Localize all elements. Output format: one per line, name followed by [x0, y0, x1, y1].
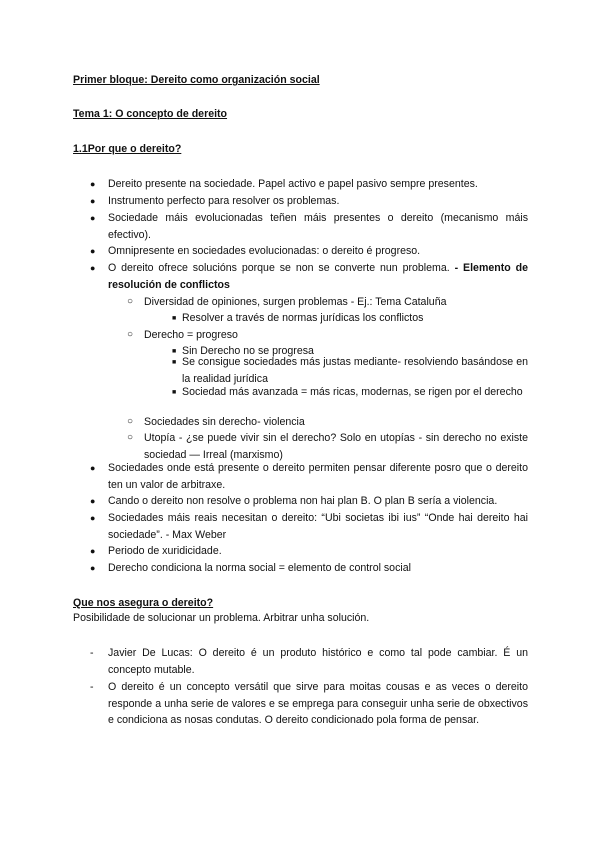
bullet-marker: ○	[127, 329, 134, 340]
bullet-marker: ○	[127, 416, 134, 427]
bullet-item: ○ Derecho = progreso	[144, 327, 528, 344]
bullet-item: ○ Diversidad de opiniones, surgen problemas - Ej.: Tema Cataluña	[144, 294, 528, 311]
bullet-marker: ○	[127, 296, 134, 307]
bullet-marker: ●	[90, 246, 96, 256]
bold-fragment: - Elemento de resolución de conflictos	[108, 262, 528, 291]
bullet-item: ■ Resolver a través de normas jurídicas los conflictos	[182, 310, 528, 327]
bullet-marker: ●	[90, 496, 96, 506]
block-title: Primer bloque: Dereito como organización social	[73, 74, 320, 86]
dash-marker: -	[90, 681, 94, 693]
bullet-item: ■ Sin Derecho no se progresa	[182, 343, 528, 360]
bullet-item: ● Periodo de xuridicidade.	[108, 543, 528, 560]
intro-text: Posibilidade de solucionar un problema. Arbitrar unha solución.	[73, 612, 370, 624]
bullet-item: ● Dereito presente na sociedade. Papel activo e papel pasivo sempre presentes.	[108, 176, 528, 193]
topic-title: Tema 1: O concepto de dereito	[73, 108, 228, 120]
bullet-marker: ○	[127, 432, 134, 443]
section-title: 1.1Por que o dereito?	[73, 143, 182, 155]
bullet-item: ● Instrumento perfecto para resolver os problemas.	[108, 193, 528, 210]
bullet-marker: ●	[90, 196, 96, 206]
bullet-item: ○ Utopía - ¿se puede vivir sin el derecho? Solo en utopías - sin derecho no existe sociedad — Irreal (marxismo)	[127, 432, 528, 461]
bullet-item: ● Derecho condiciona la norma social = elemento de control social	[108, 560, 528, 577]
bullet-marker: ●	[90, 513, 96, 523]
bullet-marker: ●	[90, 546, 96, 556]
bullet-item: ● Sociedade máis evolucionadas teñen máis presentes o dereito (mecanismo máis efectivo).	[90, 212, 528, 241]
bullet-marker: ●	[90, 179, 96, 189]
bullet-item: ■ Sociedad más avanzada = más ricas, modernas, se rigen por el derecho	[182, 384, 528, 401]
bullet-marker: ■	[172, 315, 177, 322]
bullet-marker: ●	[90, 563, 96, 573]
bullet-item: ● Omnipresente en sociedades evolucionadas: o dereito é progreso.	[108, 243, 528, 260]
bullet-item: ■ Se consigue sociedades más justas mediante- resolviendo basándose en la realidad jurídica	[172, 356, 528, 385]
bullet-marker: ■	[172, 389, 177, 396]
dash-item: - O dereito é un concepto versátil que sirve para moitas cousas e as veces o dereito responde a unha serie de valores e se emprega para conseguir unha serie de obxectivos e condiciona as nosas condutas. O dereito condicionado pola forma de pensar.	[90, 681, 528, 727]
bullet-item: ● Cando o dereito non resolve o problema non hai plan B. O plan B sería a violencia.	[108, 493, 528, 510]
bullet-item: ● Sociedades onde está presente o dereito permiten pensar diferente posro que o dereito ten un valor de arbitraxe.	[90, 462, 528, 491]
bullet-marker: ■	[172, 359, 177, 366]
bullet-marker: ■	[172, 348, 177, 355]
dash-item: - Javier De Lucas: O dereito é un produto histórico e como tal pode cambiar. É un concepto mutable.	[90, 647, 528, 676]
bullet-marker: ●	[90, 463, 96, 473]
bullet-item: ○ Sociedades sin derecho- violencia	[144, 414, 528, 431]
bullet-item: ● O dereito ofrece solucións porque se non se converte nun problema. - Elemento de resolución de conflictos	[90, 262, 528, 291]
subheading: Que nos asegura o dereito?	[73, 597, 214, 609]
bullet-marker: ●	[90, 263, 96, 273]
bullet-item: ● Sociedades máis reais necesitan o dereito: “Ubi societas ibi ius” “Onde hai dereito hai sociedade”. - Max Weber	[90, 512, 528, 541]
dash-marker: -	[90, 647, 94, 659]
bullet-marker: ●	[90, 213, 96, 223]
